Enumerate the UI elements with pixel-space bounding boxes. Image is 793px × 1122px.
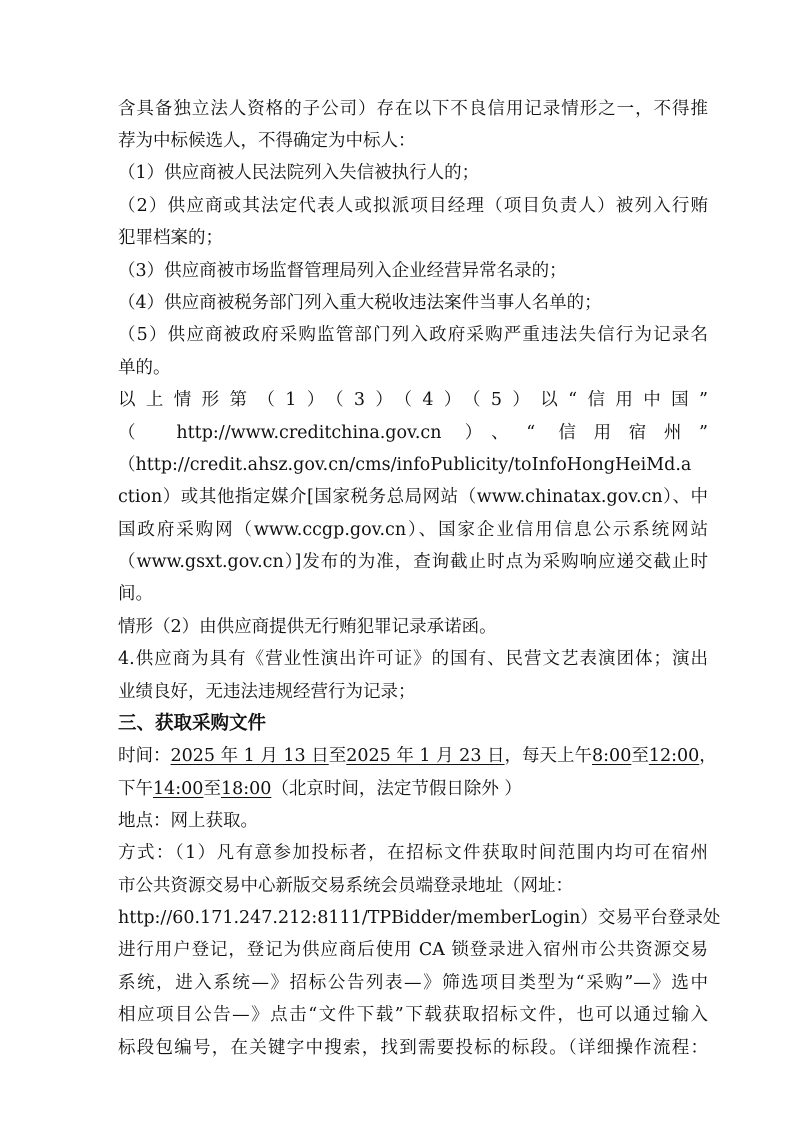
- list-item-2-cont: 犯罪档案的；: [118, 228, 223, 248]
- list-item-4: （4）供应商被税务部门列入重大税收违法案件当事人名单的；: [118, 293, 602, 313]
- list-item-5-cont: 单的。: [118, 358, 171, 378]
- afternoon-text: 下午: [118, 779, 153, 799]
- paragraph-line: 以上情形第（1）（3）（4）（5）以“信用中国”: [118, 390, 708, 410]
- paragraph-line: http://60.171.247.212:8111/TPBidder/memberLogin）交易平台登录处: [118, 908, 721, 928]
- paragraph-line: 系统，进入系统—》招标公告列表—》筛选项目类型为“采购”—》选中: [118, 973, 708, 993]
- paragraph-line: 业绩良好，无违法违规经营行为记录；: [118, 682, 416, 702]
- paragraph-line: 荐为中标候选人，不得确定为中标人：: [118, 131, 416, 151]
- place-line: 地点：网上获取。: [118, 811, 258, 831]
- paragraph-line: 进行用户登记，登记为供应商后使用 CA 锁登录进入宿州市公共资源交易: [118, 940, 708, 960]
- list-item-3: （3）供应商被市场监督管理局列入企业经营异常名录的；: [118, 261, 567, 281]
- paragraph-line: 间。: [118, 584, 153, 604]
- section-heading: 三、获取采购文件: [118, 713, 267, 734]
- paragraph-line: 标段包编号，在关键字中搜索，找到需要投标的标段。（详细操作流程：: [118, 1038, 708, 1058]
- daily-text: ，每天上午: [504, 746, 593, 766]
- paragraph-line: （www.gsxt.gov.cn）]发布的为准，查询截止时点为采购响应递交截止时: [118, 552, 708, 572]
- to-text: 至: [328, 746, 347, 766]
- time-line: [118, 744, 717, 768]
- list-item-1: （1）供应商被人民法院列入失信被执行人的；: [118, 163, 480, 183]
- time-pm-start: 14:00: [153, 779, 204, 799]
- paragraph-line: 情形（2）由供应商提供无行贿犯罪记录承诺函。: [118, 617, 497, 637]
- time-label: 时间：: [118, 746, 171, 766]
- list-item-2: （2）供应商或其法定代表人或拟派项目经理（项目负责人）被列入行贿: [118, 196, 708, 216]
- time-line-2: [118, 777, 708, 801]
- comma-text: ，: [699, 746, 717, 766]
- date-end: 2025 年 1 月 23 日: [346, 746, 505, 766]
- paragraph-line: （http://credit.ahsz.gov.cn/cms/infoPublicity/toInfoHongHeiMd.a: [118, 455, 692, 475]
- paragraph-line: 国政府采购网（www.ccgp.gov.cn）、国家企业信用信息公示系统网站: [118, 520, 708, 540]
- time-note: （北京时间，法定节假日除外 ）: [271, 779, 522, 799]
- to-text: 至: [631, 746, 649, 766]
- time-am-end: 12:00: [648, 746, 700, 766]
- method-line: 方式：（1）凡有意参加投标者，在招标文件获取时间范围内均可在宿州: [118, 843, 708, 863]
- paragraph-line: 市公共资源交易中心新版交易系统会员端登录地址（网址：: [118, 876, 573, 896]
- paragraph-line: ction）或其他指定媒介[国家税务总局网站（www.chinatax.gov.cn）、中: [118, 487, 708, 507]
- paragraph-line: 含具备独立法人资格的子公司）存在以下不良信用记录情形之一，不得推: [118, 99, 708, 119]
- list-item-5: （5）供应商被政府采购监管部门列入政府采购严重违法失信行为记录名: [118, 325, 708, 345]
- time-am-start: 8:00: [592, 746, 632, 766]
- paragraph-line: 4.供应商为具有《营业性演出许可证》的国有、民营文艺表演团体；演出: [118, 649, 708, 669]
- paragraph-line: （ http://www.creditchina.gov.cn ）、“ 信用宿州”: [118, 423, 708, 443]
- paragraph-line: 相应项目公告—》点击“文件下载”下载获取招标文件，也可以通过输入: [118, 1005, 708, 1025]
- date-start: 2025 年 1 月 13 日: [170, 746, 329, 766]
- to-text: 至: [203, 779, 221, 799]
- time-pm-end: 18:00: [220, 779, 272, 799]
